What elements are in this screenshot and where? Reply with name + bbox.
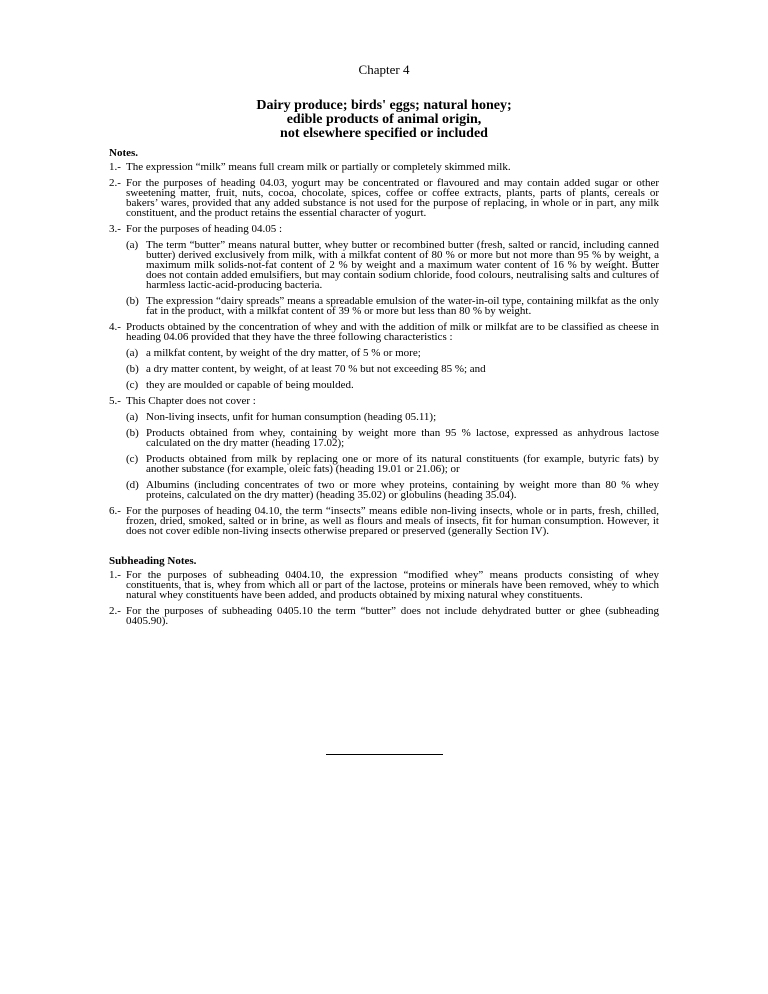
item-label: (b)	[126, 295, 139, 307]
item-label: (b)	[126, 363, 139, 375]
note-4-item-c	[109, 380, 659, 390]
note-2	[109, 178, 659, 218]
title-line: not elsewhere specified or included	[280, 126, 488, 141]
note-number: 4.-	[109, 321, 121, 333]
note-text: The expression “milk” means full cream milk or partially or completely skimmed milk.	[126, 161, 511, 173]
item-text: a milkfat content, by weight of the dry matter, of 5 % or more;	[146, 347, 421, 359]
note-4-item-a	[109, 348, 659, 358]
note-number: 3.-	[109, 223, 121, 235]
note-4-item-b	[109, 364, 659, 374]
chapter-title	[0, 99, 768, 141]
subheading-note-1	[109, 570, 659, 600]
item-text: they are moulded or capable of being moulded.	[146, 379, 354, 391]
item-text: The term “butter” means natural butter, whey butter or recombined butter (fresh, salted or rancid, including canned butter) derived exclusively from milk, with a milkfat content of 80 % or more but not more than 95 % by weight, a maximum milk solids-not-fat content of 2 % by weight and a maximum water content of 16 % by weight. Butter does not contain added emulsifiers, but may contain sodium chloride, food colours, neutralising salts and cultures of harmless lactic-acid-producing bacteria.	[146, 239, 659, 291]
title-line: Dairy produce; birds' eggs; natural honey;	[256, 98, 512, 113]
item-text: a dry matter content, by weight, of at least 70 % but not exceeding 85 %; and	[146, 363, 486, 375]
note-number: 2.-	[109, 605, 121, 617]
note-text: For the purposes of heading 04.05 :	[126, 223, 283, 235]
item-label: (a)	[126, 239, 139, 251]
subheading-notes-heading: Subheading Notes.	[109, 555, 197, 567]
note-5-item-b	[109, 428, 659, 448]
note-3-item-b	[109, 296, 659, 316]
note-number: 5.-	[109, 395, 121, 407]
note-text: For the purposes of heading 04.03, yogurt may be concentrated or flavoured and may contain added sugar or other sweetening matter, fruit, nuts, cocoa, chocolate, spices, coffee or coffee extracts, plants, parts of plants, cereals or bakers’ wares, provided that any added substance is not used for the purpose of replacing, in whole or in part, any milk constituent, and the product retains the essential character of yogurt.	[126, 177, 659, 219]
item-label: (a)	[126, 347, 139, 359]
end-rule	[326, 754, 443, 755]
note-6	[109, 506, 659, 536]
subheading-note-2	[109, 606, 659, 626]
item-text: Albumins (including concentrates of two or more whey proteins, containing by weight more than 80 % whey proteins, calculated on the dry matter) (heading 35.02) or globulins (heading 35.04).	[146, 479, 659, 501]
note-4	[109, 322, 659, 342]
item-label: (c)	[126, 379, 139, 391]
item-label: (d)	[126, 479, 139, 491]
note-text: Products obtained by the concentration of whey and with the addition of milk or milkfat are to be classified as cheese in heading 04.06 provided that they have the three following characteristics :	[126, 321, 659, 343]
note-text: This Chapter does not cover :	[126, 395, 256, 407]
item-label: (a)	[126, 411, 139, 423]
notes-heading: Notes.	[109, 147, 139, 159]
note-number: 1.-	[109, 161, 121, 173]
note-5-item-a	[109, 412, 659, 422]
note-5-item-d	[109, 480, 659, 500]
note-5-item-c	[109, 454, 659, 474]
item-label: (c)	[126, 453, 139, 465]
note-text: For the purposes of subheading 0404.10, the expression “modified whey” means products consisting of whey constituents, that is, whey from which all or part of the lactose, proteins or minerals have been removed, whey to which natural whey constituents have been added, and products obtained by mixing natural whey constituents.	[126, 569, 659, 601]
chapter-label: Chapter 4	[358, 62, 410, 77]
note-number: 2.-	[109, 177, 121, 189]
note-text: For the purposes of subheading 0405.10 the term “butter” does not include dehydrated butter or ghee (subheading 0405.90).	[126, 605, 659, 627]
item-label: (b)	[126, 427, 139, 439]
title-line: edible products of animal origin,	[286, 112, 482, 127]
note-1	[109, 162, 659, 172]
item-text: Non-living insects, unfit for human consumption (heading 05.11);	[146, 411, 437, 423]
note-5	[109, 396, 659, 406]
item-text: Products obtained from whey, containing by weight more than 95 % lactose, expressed as anhydrous lactose calculated on the dry matter (heading 17.02);	[146, 427, 659, 449]
note-number: 1.-	[109, 569, 121, 581]
note-3-item-a	[109, 240, 659, 290]
item-text: The expression “dairy spreads” means a spreadable emulsion of the water-in-oil type, containing milkfat as the only fat in the product, with a milkfat content of 39 % or more but less than 80 % by weight.	[146, 295, 659, 317]
item-text: Products obtained from milk by replacing one or more of its natural constituents (for example, butyric fats) by another substance (for example, oleic fats) (heading 19.01 or 21.06); or	[146, 453, 659, 475]
notes-body	[109, 148, 659, 632]
note-3	[109, 224, 659, 234]
note-text: For the purposes of heading 04.10, the term “insects” means edible non-living insects, whole or in parts, fresh, chilled, frozen, dried, smoked, salted or in brine, as well as flours and meals of insects, fit for human consumption. However, it does not cover edible non-living insects otherwise prepared or preserved (generally Section IV).	[126, 505, 659, 537]
note-number: 6.-	[109, 505, 121, 517]
